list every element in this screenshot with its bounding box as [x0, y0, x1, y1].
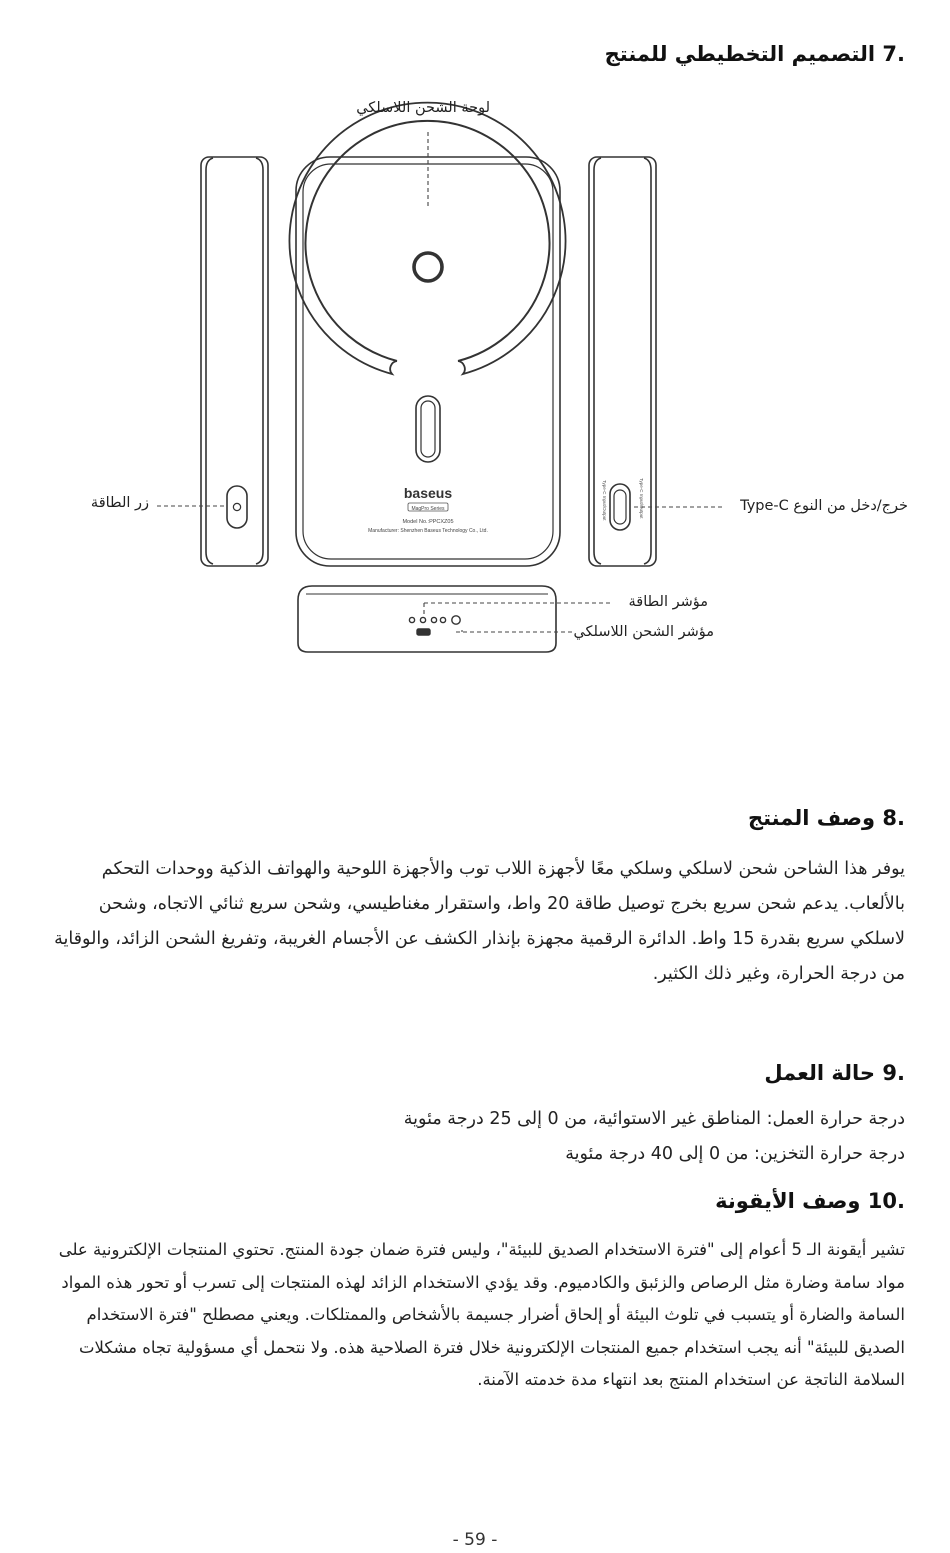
- bottom-view: [298, 586, 556, 652]
- leader-lines: [157, 132, 722, 632]
- storage-temperature: درجة حرارة التخزين: من 0 إلى 40 درجة مئوية: [565, 1144, 905, 1164]
- label-typec-port: خرج/دخل من النوع Type-C: [740, 498, 908, 514]
- label-power-button: زر الطاقة: [90, 495, 149, 511]
- indicator-lights: [409, 616, 460, 635]
- working-temperature: درجة حرارة العمل: المناطق غير الاستوائية، من 0 إلى 25 درجة مئوية: [403, 1109, 905, 1129]
- section-10-body: تشير أيقونة الـ 5 أعوام إلى "فترة الاستخدام الصديق للبيئة"، وليس فترة ضمان جودة المنتج. تحتوي المنتجات الإلكترونية على مواد سامة وضارة مثل الرصاص والزئبق والكادميوم. وقد يؤدي الاستخدام الزائد لهذه المنتجات إلى تسرب أو تحور هذه المواد السامة والضارة أو يتسبب في تلوث البيئة أو إلحاق أضرار جسيمة بالأشخاص والممتلكات. ويعني مصطلح "فترة الاستخدام الصديق للبيئة" أنه يجب استخدام جميع المنتجات الإلكترونية خلال فترة الصلاحية هذه. ولا نتحمل أي مسؤولية تجاه مشكلات السلامة الناتجة عن استخدام المنتج بعد انتهاء مدة خدمته الآمنة.: [58, 1240, 905, 1389]
- svg-text:Type-C Input/Output: Type-C Input/Output: [639, 478, 644, 519]
- device-brand: baseus: [403, 485, 453, 501]
- section-8-body: يوفر هذا الشاحن شحن لاسلكي وسلكي معًا لأجهزة اللاب توب والأجهزة اللوحية والهواتف الذكية ووحدات التحكم بالألعاب. يدعم شحن سريع بخرج توصيل طاقة 20 واط، واستقرار مغناطيسي، وشحن سريع ثنائي الاتجاه، وشحن لاسلكي سريع بقدرة 15 واط. الدائرة الرقمية مجهزة بإنذار الكشف عن الأجسام الغريبة، وتفريغ الشحن الزائد، والوقاية من درجة الحرارة، وغير ذلك الكثير.: [54, 859, 905, 984]
- device-model: Model No.:PPCXZ05: [402, 519, 454, 525]
- label-battery-indicator: مؤشر الطاقة: [628, 594, 708, 610]
- device-manufacturer: Manufacturer: Shenzhen Baseus Technology Co., Ltd.: [368, 528, 488, 534]
- left-side-view: [201, 157, 268, 566]
- page-number: - 59 -: [452, 1530, 498, 1550]
- device-series: MagPro Series: [411, 506, 445, 512]
- section-7-title: .7 التصميم التخطيطي للمنتج: [604, 42, 905, 66]
- right-side-view: [589, 157, 656, 566]
- section-9-title: .9 حالة العمل: [764, 1061, 905, 1085]
- section-10-title: .10 وصف الأيقونة: [715, 1189, 905, 1213]
- label-wireless-pad: لوحة الشحن اللاسلكي: [356, 100, 490, 116]
- label-wireless-indicator: مؤشر الشحن اللاسلكي: [573, 624, 714, 640]
- svg-text:Type-C Input/Output: Type-C Input/Output: [602, 480, 607, 521]
- section-8-title: .8 وصف المنتج: [747, 806, 905, 830]
